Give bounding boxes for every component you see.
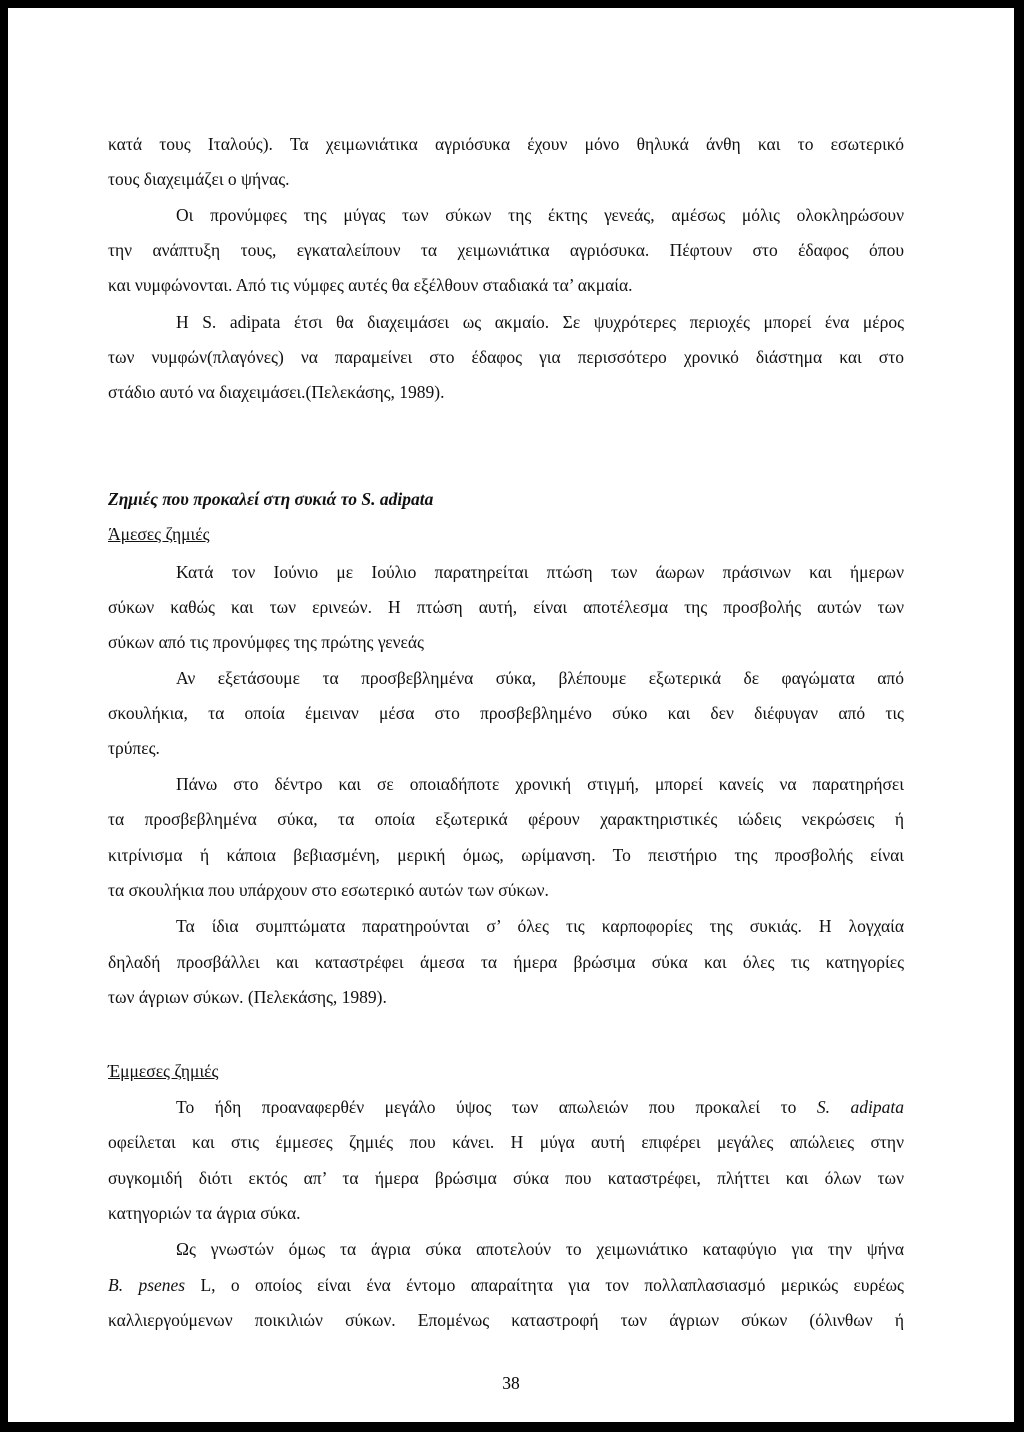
- section-heading: [108, 488, 433, 510]
- section-heading-species: adipata: [379, 489, 434, 509]
- paragraph-line: Κατά τον Ιούνιο με Ιούλιο παρατηρείται πτώση των άωρων πράσινων και ήμερων: [176, 562, 904, 582]
- paragraph-line: [108, 1274, 904, 1296]
- paragraph-text: Το ήδη προαναφερθέν μεγάλο ύψος των απωλειών που προκαλεί το: [176, 1097, 797, 1117]
- paragraph-line: κιτρίνισμα ή κάποια βεβιασμένη, μερική όμως, ωρίμανση. Το πειστήριο της προσβολής είναι: [108, 845, 904, 865]
- paragraph-line: σύκων καθώς και των ερινεών. Η πτώση αυτή, είναι αποτέλεσμα της προσβολής αυτών των: [108, 597, 904, 617]
- paragraph-line: συγκομιδή διότι εκτός απ’ τα ήμερα βρώσιμα σύκα που καταστρέφει, πλήττει και όλων των: [108, 1168, 904, 1188]
- paragraph-line: κατά τους Ιταλούς). Τα χειμωνιάτικα αγριόσυκα έχουν μόνο θηλυκά άνθη και το εσωτερικό: [108, 134, 904, 154]
- paragraph-line: τα προσβεβλημένα σύκα, τα οποία εξωτερικά φέρουν χαρακτηριστικές ιώδεις νεκρώσεις ή: [108, 809, 904, 829]
- paragraph-line: κατηγοριών τα άγρια σύκα.: [108, 1203, 301, 1223]
- species-name: B. psenes: [108, 1275, 186, 1295]
- paragraph-line: τους διαχειμάζει ο ψήνας.: [108, 169, 290, 189]
- paragraph-line: την ανάπτυξη τους, εγκαταλείπουν τα χειμωνιάτικα αγριόσυκα. Πέφτουν στο έδαφος όπου: [108, 240, 904, 260]
- paragraph-line: σκουλήκια, τα οποία έμειναν μέσα στο προσβεβλημένο σύκο και δεν διέφυγαν από τις: [108, 703, 904, 723]
- paragraph-line: τρύπες.: [108, 738, 160, 758]
- paragraph-line: καλλιεργούμενων ποικιλιών σύκων. Επομένως καταστροφή των άγριων σύκων (όλινθων ή: [108, 1310, 904, 1330]
- paragraph-line: Αν εξετάσουμε τα προσβεβλημένα σύκα, βλέπουμε εξωτερικά δε φαγώματα από: [176, 668, 904, 688]
- paragraph-line: δηλαδή προσβάλλει και καταστρέφει άμεσα τα ήμερα βρώσιμα σύκα και όλες τις κατηγορίες: [108, 952, 904, 972]
- paragraph-line: [176, 1096, 904, 1118]
- paragraph-line: σύκων από τις προνύμφες της πρώτης γενεάς: [108, 632, 424, 652]
- page-number: 38: [502, 1373, 520, 1393]
- paragraph-line: των άγριων σύκων. (Πελεκάσης, 1989).: [108, 987, 387, 1007]
- paragraph-line: οφείλεται και στις έμμεσες ζημιές που κάνει. Η μύγα αυτή επιφέρει μεγάλες απώλειες στην: [108, 1132, 904, 1152]
- subsection-heading: Έμμεσες ζημιές: [108, 1061, 219, 1081]
- section-heading-text: Ζημιές που προκαλεί στη συκιά το S.: [108, 489, 376, 509]
- paragraph-line: Τα ίδια συμπτώματα παρατηρούνται σ’ όλες τις καρποφορίες της συκιάς. Η λογχαία: [176, 916, 904, 936]
- paragraph-line: τα σκουλήκια που υπάρχουν στο εσωτερικό αυτών των σύκων.: [108, 880, 549, 900]
- paragraph-line: των νυμφών(πλαγόνες) να παραμείνει στο έδαφος για περισσότερο χρονικό διάστημα και στο: [108, 347, 904, 367]
- species-name: S. adipata: [816, 1097, 905, 1117]
- paragraph-line: και νυμφώνονται. Από τις νύμφες αυτές θα εξέλθουν σταδιακά τα’ ακμαία.: [108, 275, 633, 295]
- paragraph-text: L, ο οποίος είναι ένα έντομο απαραίτητα για τον πολλαπλασιασμό μερικώς ευρέως: [200, 1275, 904, 1295]
- paragraph-line: Πάνω στο δέντρο και σε οποιαδήποτε χρονική στιγμή, μπορεί κανείς να παρατηρήσει: [176, 774, 904, 794]
- paragraph-line: Οι προνύμφες της μύγας των σύκων της έκτης γενεάς, αμέσως μόλις ολοκληρώσουν: [176, 205, 904, 225]
- subsection-heading: Άμεσες ζημιές: [108, 524, 210, 544]
- document-page: [8, 8, 1014, 1422]
- paragraph-line: Ως γνωστών όμως τα άγρια σύκα αποτελούν το χειμωνιάτικο καταφύγιο για την ψήνα: [176, 1239, 904, 1259]
- paragraph-line: στάδιο αυτό να διαχειμάσει.(Πελεκάσης, 1989).: [108, 382, 445, 402]
- paragraph-line: Η S. adipata έτσι θα διαχειμάσει ως ακμαίο. Σε ψυχρότερες περιοχές μπορεί ένα μέρος: [176, 312, 904, 332]
